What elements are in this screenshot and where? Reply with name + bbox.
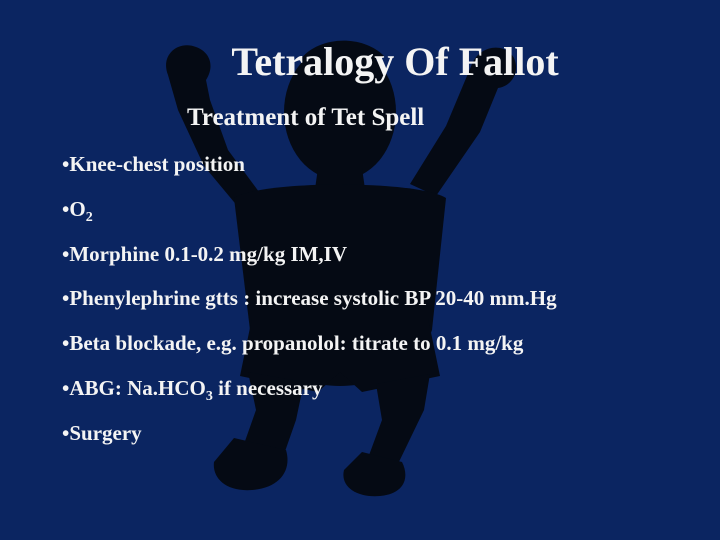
bullet-item (62, 283, 557, 328)
bullet-item (62, 328, 557, 373)
slide-title: Tetralogy Of Fallot (231, 39, 559, 84)
bullet-marker: • (62, 241, 70, 266)
bullet-text: Morphine 0.1-0.2 mg/kg IM,IV (69, 241, 348, 266)
bullet-text: Knee-chest position (69, 152, 245, 176)
bullet-text: Beta blockade, e.g. propanolol: titrate to 0.1 mg/kg (69, 331, 524, 356)
bullet-subscript: 2 (85, 209, 93, 225)
bullet-item (62, 149, 557, 194)
bullet-text: O (69, 196, 86, 221)
bullet-marker: • (62, 152, 70, 176)
bullet-marker: • (62, 286, 70, 311)
bullet-item (62, 239, 557, 284)
slide-subtitle: Treatment of Tet Spell (187, 104, 425, 131)
bullet-marker: • (62, 196, 70, 221)
bullet-item (62, 194, 557, 239)
bullet-marker: • (62, 331, 70, 356)
bullet-marker: • (62, 375, 70, 400)
bullet-list (62, 149, 557, 463)
bullet-subscript: 3 (205, 388, 213, 404)
bullet-item (62, 373, 557, 418)
bullet-text: Surgery (69, 420, 142, 445)
bullet-text: Phenylephrine gtts : increase systolic BP 20-40 mm.Hg (69, 286, 557, 311)
bullet-text-after: if necessary (212, 375, 323, 400)
bullet-item (62, 418, 557, 463)
bullet-marker: • (62, 420, 70, 445)
bullet-text: ABG: Na.HCO (69, 375, 206, 400)
